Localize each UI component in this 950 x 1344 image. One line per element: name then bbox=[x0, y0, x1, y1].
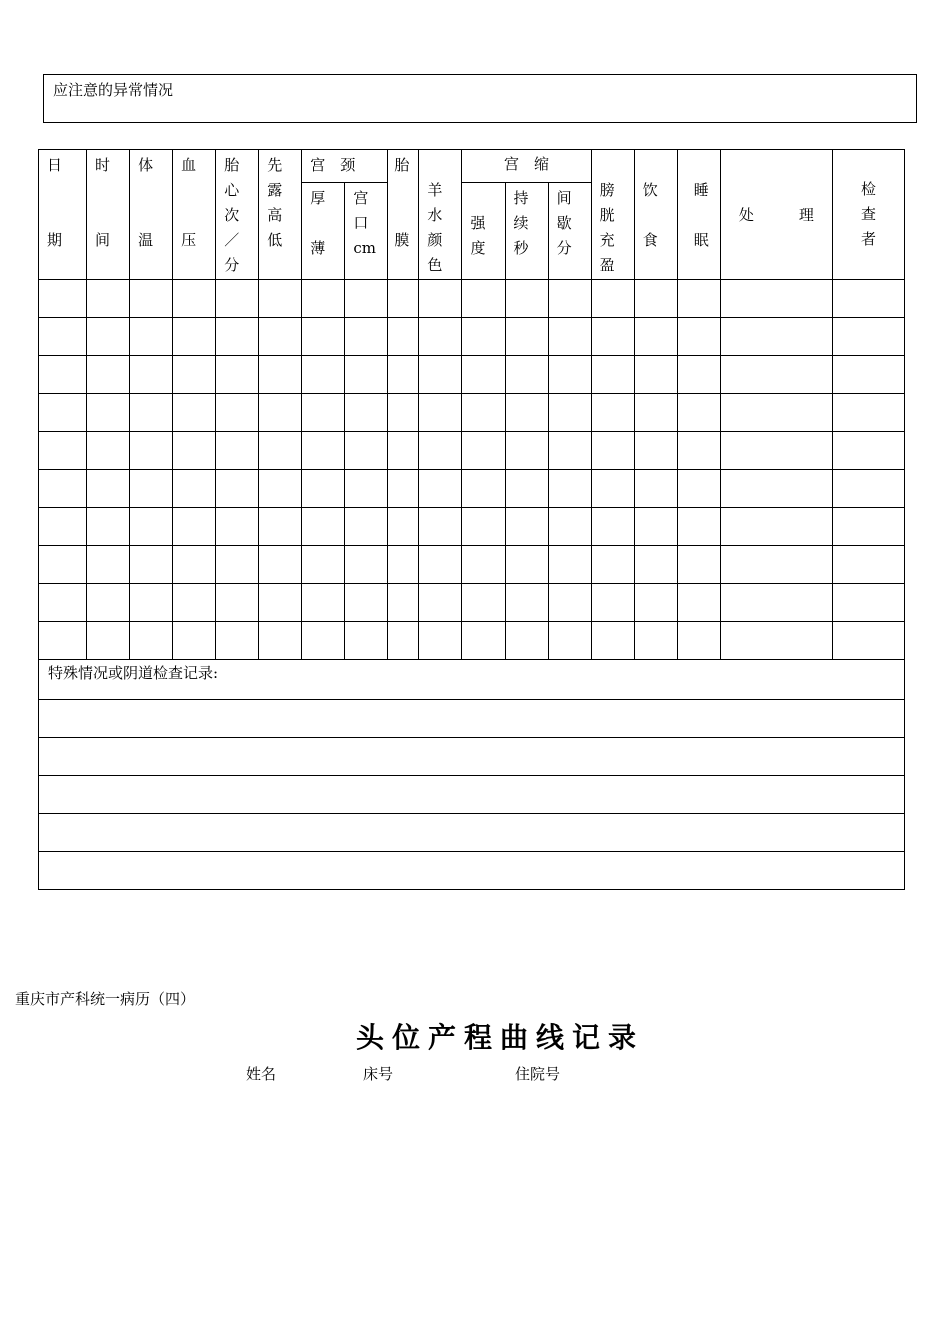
bed-field-label: 床号 bbox=[363, 1065, 394, 1083]
header-bladder: 膀 胱 充 盈 bbox=[591, 150, 634, 280]
labor-record-table bbox=[38, 149, 905, 890]
special-notes-line bbox=[39, 776, 905, 814]
table-row bbox=[39, 356, 905, 394]
special-notes-line bbox=[39, 700, 905, 738]
name-field-label: 姓名 bbox=[246, 1065, 277, 1083]
header-treatment: 处 理 bbox=[720, 150, 832, 280]
header-sleep: 睡 眠 bbox=[677, 150, 720, 280]
header-temperature: 体 温 bbox=[130, 150, 173, 280]
table-row bbox=[39, 394, 905, 432]
admission-number-label: 住院号 bbox=[515, 1065, 561, 1083]
header-cervix-group: 宫 颈 bbox=[302, 150, 388, 183]
special-notes-line bbox=[39, 738, 905, 776]
header-date: 日 期 bbox=[39, 150, 87, 280]
page-title: 头位产程曲线记录 bbox=[355, 1021, 644, 1054]
header-blood-pressure: 血 压 bbox=[173, 150, 216, 280]
special-notes-label: 特殊情况或阴道检查记录: bbox=[39, 660, 905, 700]
header-membrane: 胎 膜 bbox=[388, 150, 419, 280]
table-row bbox=[39, 622, 905, 660]
table-row bbox=[39, 318, 905, 356]
special-notes-header-row bbox=[39, 660, 905, 700]
abnormal-conditions-label: 应注意的异常情况 bbox=[53, 81, 174, 99]
form-series-label: 重庆市产科统一病历（四） bbox=[15, 990, 196, 1008]
header-fetal-heart-rate: 胎 心 次 ／ 分 bbox=[216, 150, 259, 280]
table-row bbox=[39, 280, 905, 318]
special-notes-line bbox=[39, 814, 905, 852]
table-row bbox=[39, 584, 905, 622]
table-row bbox=[39, 546, 905, 584]
header-examiner: 检 查 者 bbox=[832, 150, 904, 280]
header-time: 时 间 bbox=[87, 150, 130, 280]
header-contraction-interval: 间 歇 分 bbox=[548, 183, 591, 280]
header-cervix-dilation: 宫 口 cm bbox=[345, 183, 388, 280]
header-contraction-strength: 强 度 bbox=[462, 183, 505, 280]
special-notes-line bbox=[39, 852, 905, 890]
header-amniotic-fluid-color: 羊 水 颜 色 bbox=[419, 150, 462, 280]
table-row bbox=[39, 470, 905, 508]
table-row bbox=[39, 508, 905, 546]
table-row bbox=[39, 432, 905, 470]
header-contraction-duration: 持 续 秒 bbox=[505, 183, 548, 280]
header-diet: 饮 食 bbox=[634, 150, 677, 280]
abnormal-conditions-box bbox=[43, 74, 917, 123]
header-cervix-thickness: 厚 薄 bbox=[302, 183, 345, 280]
header-presentation-station: 先 露 高 低 bbox=[259, 150, 302, 280]
header-contraction-group: 宫 缩 bbox=[462, 150, 591, 183]
